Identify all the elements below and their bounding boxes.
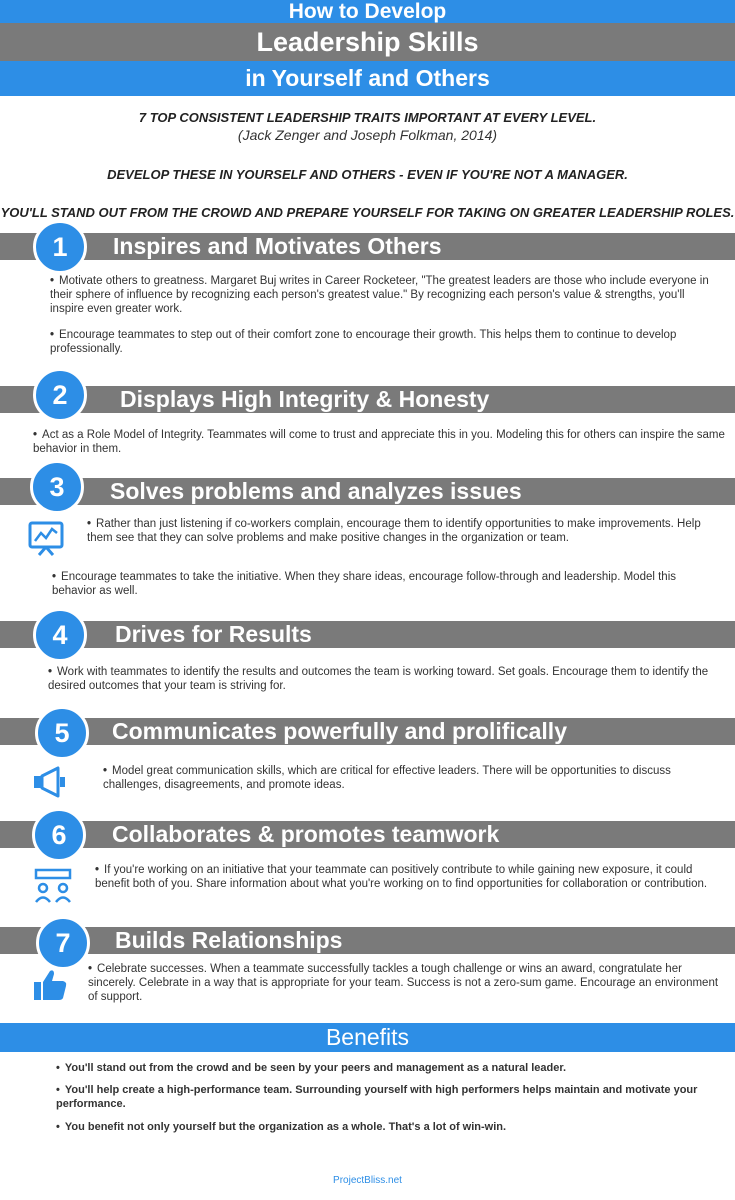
- bullet-text: You benefit not only yourself but the organization as a whole. That's a lot of win-win.: [64, 1121, 507, 1133]
- section-4-bar: [0, 621, 735, 648]
- bullet-dot: •: [95, 864, 100, 876]
- bullet-text: You'll stand out from the crowd and be seen by your peers and management as a natural leader.: [64, 1062, 567, 1074]
- header-line-2: Leadership Skills: [0, 23, 735, 61]
- section-6-number: 6: [32, 808, 86, 862]
- section-7-bullet-1: [88, 962, 728, 1004]
- section-5-number: 5: [35, 706, 89, 760]
- section-4-bullet-1: [48, 665, 718, 693]
- thumbs-up-icon: [30, 965, 70, 1005]
- section-2-bullet-1: [33, 428, 728, 456]
- bullet-text: Celebrate successes. When a teammate successfully tackles a tough challenge or wins an award, congratulate her sincerely. Celebrate in a way that is appropriate for your team. Success is not a zero-sum game. Encourage an environment of support.: [88, 963, 719, 1003]
- bullet-text: Rather than just listening if co-workers complain, encourage them to identify opportunities to make improvements. Help them see that they can solve problems and make positive changes in the organization or team.: [87, 518, 701, 544]
- section-3-bullet-1: [87, 517, 727, 545]
- section-1-bullet-2: [50, 328, 720, 356]
- section-7-bar: [0, 927, 735, 954]
- section-2-title: Displays High Integrity & Honesty: [120, 386, 490, 412]
- benefits-title: Benefits: [0, 1023, 735, 1052]
- footer-link[interactable]: ProjectBliss.net: [333, 1175, 402, 1186]
- intro-standout: YOU'LL STAND OUT FROM THE CROWD AND PREPARE YOURSELF FOR TAKING ON GREATER LEADERSHIP ROLES.: [0, 205, 735, 220]
- benefits-bullet-2: [56, 1083, 716, 1111]
- section-2-number: 2: [33, 368, 87, 422]
- bullet-dot: •: [52, 571, 57, 583]
- bullet-dot: •: [56, 1084, 60, 1096]
- section-1-title: Inspires and Motivates Others: [113, 233, 442, 259]
- section-5-bullet-1: [103, 764, 723, 792]
- bullet-dot: •: [48, 666, 53, 678]
- bullet-dot: •: [88, 963, 93, 975]
- section-6-title: Collaborates & promotes teamwork: [112, 821, 500, 847]
- team-meeting-icon: [33, 866, 73, 906]
- bullet-text: If you're working on an initiative that your teammate can positively contribute to while gaining new exposure, it could benefit both of you. Share information about what you're working on to find opportunities for collaboration or contribution.: [95, 864, 708, 890]
- section-3-bullet-2: [52, 570, 722, 598]
- section-4-number: 4: [33, 608, 87, 662]
- bullet-dot: •: [50, 329, 55, 341]
- header-line-3: in Yourself and Others: [0, 61, 735, 96]
- section-7-number: 7: [36, 916, 90, 970]
- intro-develop: DEVELOP THESE IN YOURSELF AND OTHERS - EVEN IF YOU'RE NOT A MANAGER.: [107, 167, 628, 182]
- bullet-text: Encourage teammates to step out of their comfort zone to encourage their growth. This helps them to continue to develop professionally.: [50, 329, 677, 355]
- bullet-dot: •: [87, 518, 92, 530]
- section-3-number: 3: [30, 460, 84, 514]
- bullet-dot: •: [103, 765, 108, 777]
- presentation-chart-icon: [26, 518, 66, 558]
- bullet-dot: •: [50, 275, 55, 287]
- bullet-text: You'll help create a high-performance team. Surrounding yourself with high performers helps maintain and motivate your performance.: [56, 1084, 698, 1110]
- bullet-dot: •: [56, 1062, 60, 1074]
- benefits-bullet-3: [56, 1120, 716, 1134]
- bullet-text: Motivate others to greatness. Margaret Buj writes in Career Rocketeer, "The greatest leaders are those who include everyone in their sphere of influence by recognizing each person's greatest value." By recognizing each person's value & strengths, you'll inspire even greater work.: [50, 275, 709, 315]
- bullet-dot: •: [56, 1121, 60, 1133]
- section-1-bullet-1: [50, 274, 720, 316]
- section-1-number: 1: [33, 220, 87, 274]
- bullet-text: Model great communication skills, which are critical for effective leaders. There will be opportunities to discuss challenges, disagreements, and promote ideas.: [103, 765, 671, 791]
- bullet-text: Work with teammates to identify the results and outcomes the team is working toward. Set goals. Encourage them to identify the desired outcomes that your team is striving for.: [48, 666, 709, 692]
- intro-citation: (Jack Zenger and Joseph Folkman, 2014): [237, 127, 498, 143]
- benefits-bullet-1: [56, 1061, 716, 1075]
- header-line-1: How to Develop: [0, 0, 735, 23]
- section-6-bullet-1: [95, 863, 727, 891]
- section-3-title: Solves problems and analyzes issues: [110, 478, 522, 504]
- section-4-title: Drives for Results: [115, 621, 312, 647]
- section-7-title: Builds Relationships: [115, 927, 343, 953]
- bullet-text: Act as a Role Model of Integrity. Teammates will come to trust and appreciate this in you. Modeling this for others can inspire the same behavior in them.: [33, 429, 725, 455]
- intro-traits: 7 TOP CONSISTENT LEADERSHIP TRAITS IMPORTANT AT EVERY LEVEL.: [138, 110, 597, 125]
- section-5-title: Communicates powerfully and prolifically: [112, 718, 567, 744]
- bullet-text: Encourage teammates to take the initiative. When they share ideas, encourage follow-through and leadership. Model this behavior as well.: [52, 571, 677, 597]
- bullet-dot: •: [33, 429, 38, 441]
- megaphone-icon: [30, 762, 70, 802]
